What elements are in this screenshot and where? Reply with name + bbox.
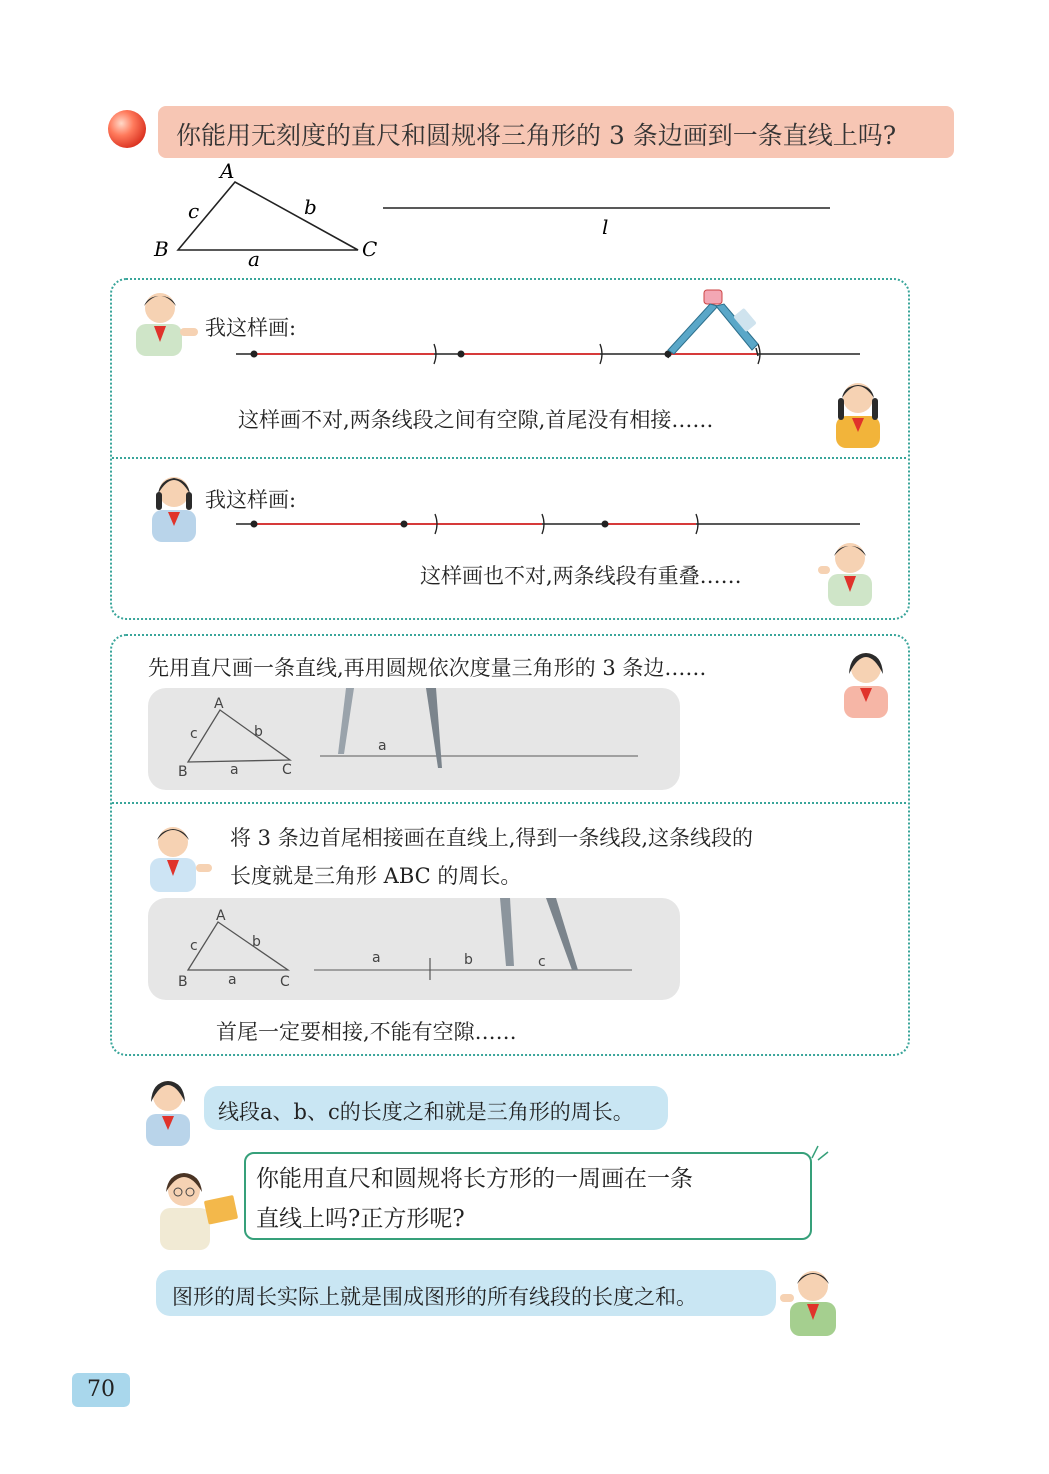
girl-character-icon xyxy=(838,644,894,718)
method-step2-line2: 长度就是三角形 ABC 的周长。 xyxy=(230,864,522,888)
attempt2-comment: 这样画也不对,两条线段有重叠…… xyxy=(420,564,742,588)
teacher-character-icon xyxy=(150,1164,242,1250)
sparkle-icon xyxy=(808,1140,832,1164)
attempt2-diagram xyxy=(230,506,870,542)
svg-text:a: a xyxy=(230,762,239,778)
girl-character-icon xyxy=(146,468,202,542)
svg-text:c: c xyxy=(190,726,198,742)
method-step1-text: 先用直尺画一条直线,再用圆规依次度量三角形的 3 条边…… xyxy=(148,656,707,680)
svg-text:A: A xyxy=(216,908,226,924)
method-step2-line1: 将 3 条边首尾相接画在直线上,得到一条线段,这条线段的 xyxy=(230,826,754,850)
attempt1-label: 我这样画: xyxy=(205,316,297,340)
compass-icon xyxy=(660,284,770,360)
boy-character-icon xyxy=(140,818,216,892)
svg-text:b: b xyxy=(252,934,261,950)
triangle-figure xyxy=(140,160,860,270)
svg-text:a: a xyxy=(228,972,237,988)
teacher-question-line1: 你能用直尺和圆规将长方形的一周画在一条 xyxy=(256,1166,693,1192)
side-c-label: c xyxy=(188,199,200,223)
red-ball-bullet-icon xyxy=(108,110,146,148)
side-a-label: a xyxy=(248,247,260,271)
conclusion2-text: 图形的周长实际上就是围成图形的所有线段的长度之和。 xyxy=(172,1285,697,1309)
teacher-question-line2: 直线上吗?正方形呢? xyxy=(256,1206,465,1232)
svg-text:a: a xyxy=(372,950,381,966)
svg-text:A: A xyxy=(214,696,224,712)
attempts-divider xyxy=(112,457,906,459)
line-l-label: l xyxy=(602,215,609,239)
attempt1-diagram xyxy=(230,336,870,372)
svg-text:B: B xyxy=(178,974,188,990)
attempt2-label: 我这样画: xyxy=(205,488,297,512)
side-b-label: b xyxy=(304,195,317,219)
boy-character-icon xyxy=(780,1262,844,1336)
svg-text:C: C xyxy=(282,762,292,778)
method-note: 首尾一定要相接,不能有空隙…… xyxy=(216,1020,517,1044)
svg-text:b: b xyxy=(254,724,263,740)
svg-text:c: c xyxy=(190,938,198,954)
attempt1-comment: 这样画不对,两条线段之间有空隙,首尾没有相接…… xyxy=(238,408,714,432)
vertex-c-label: C xyxy=(362,237,378,261)
method-photo-1 xyxy=(148,688,680,790)
svg-text:C: C xyxy=(280,974,290,990)
svg-text:B: B xyxy=(178,764,188,780)
conclusion1-text: 线段a、b、c的长度之和就是三角形的周长。 xyxy=(218,1100,634,1124)
page-number: 70 xyxy=(72,1373,130,1407)
boy-character-icon xyxy=(128,286,200,356)
question-text: 你能用无刻度的直尺和圆规将三角形的 3 条边画到一条直线上吗? xyxy=(176,121,897,150)
method-photo-2 xyxy=(148,898,680,1000)
vertex-a-label: A xyxy=(220,159,235,183)
triangle-abc-shape xyxy=(178,182,358,250)
svg-text:a: a xyxy=(378,738,387,754)
method-divider xyxy=(112,802,906,804)
vertex-b-label: B xyxy=(154,237,169,261)
boy-character-icon xyxy=(818,536,882,606)
svg-text:c: c xyxy=(538,954,546,970)
girl-character-icon xyxy=(140,1072,196,1146)
svg-text:b: b xyxy=(464,952,473,968)
girl-character-icon xyxy=(830,374,886,448)
